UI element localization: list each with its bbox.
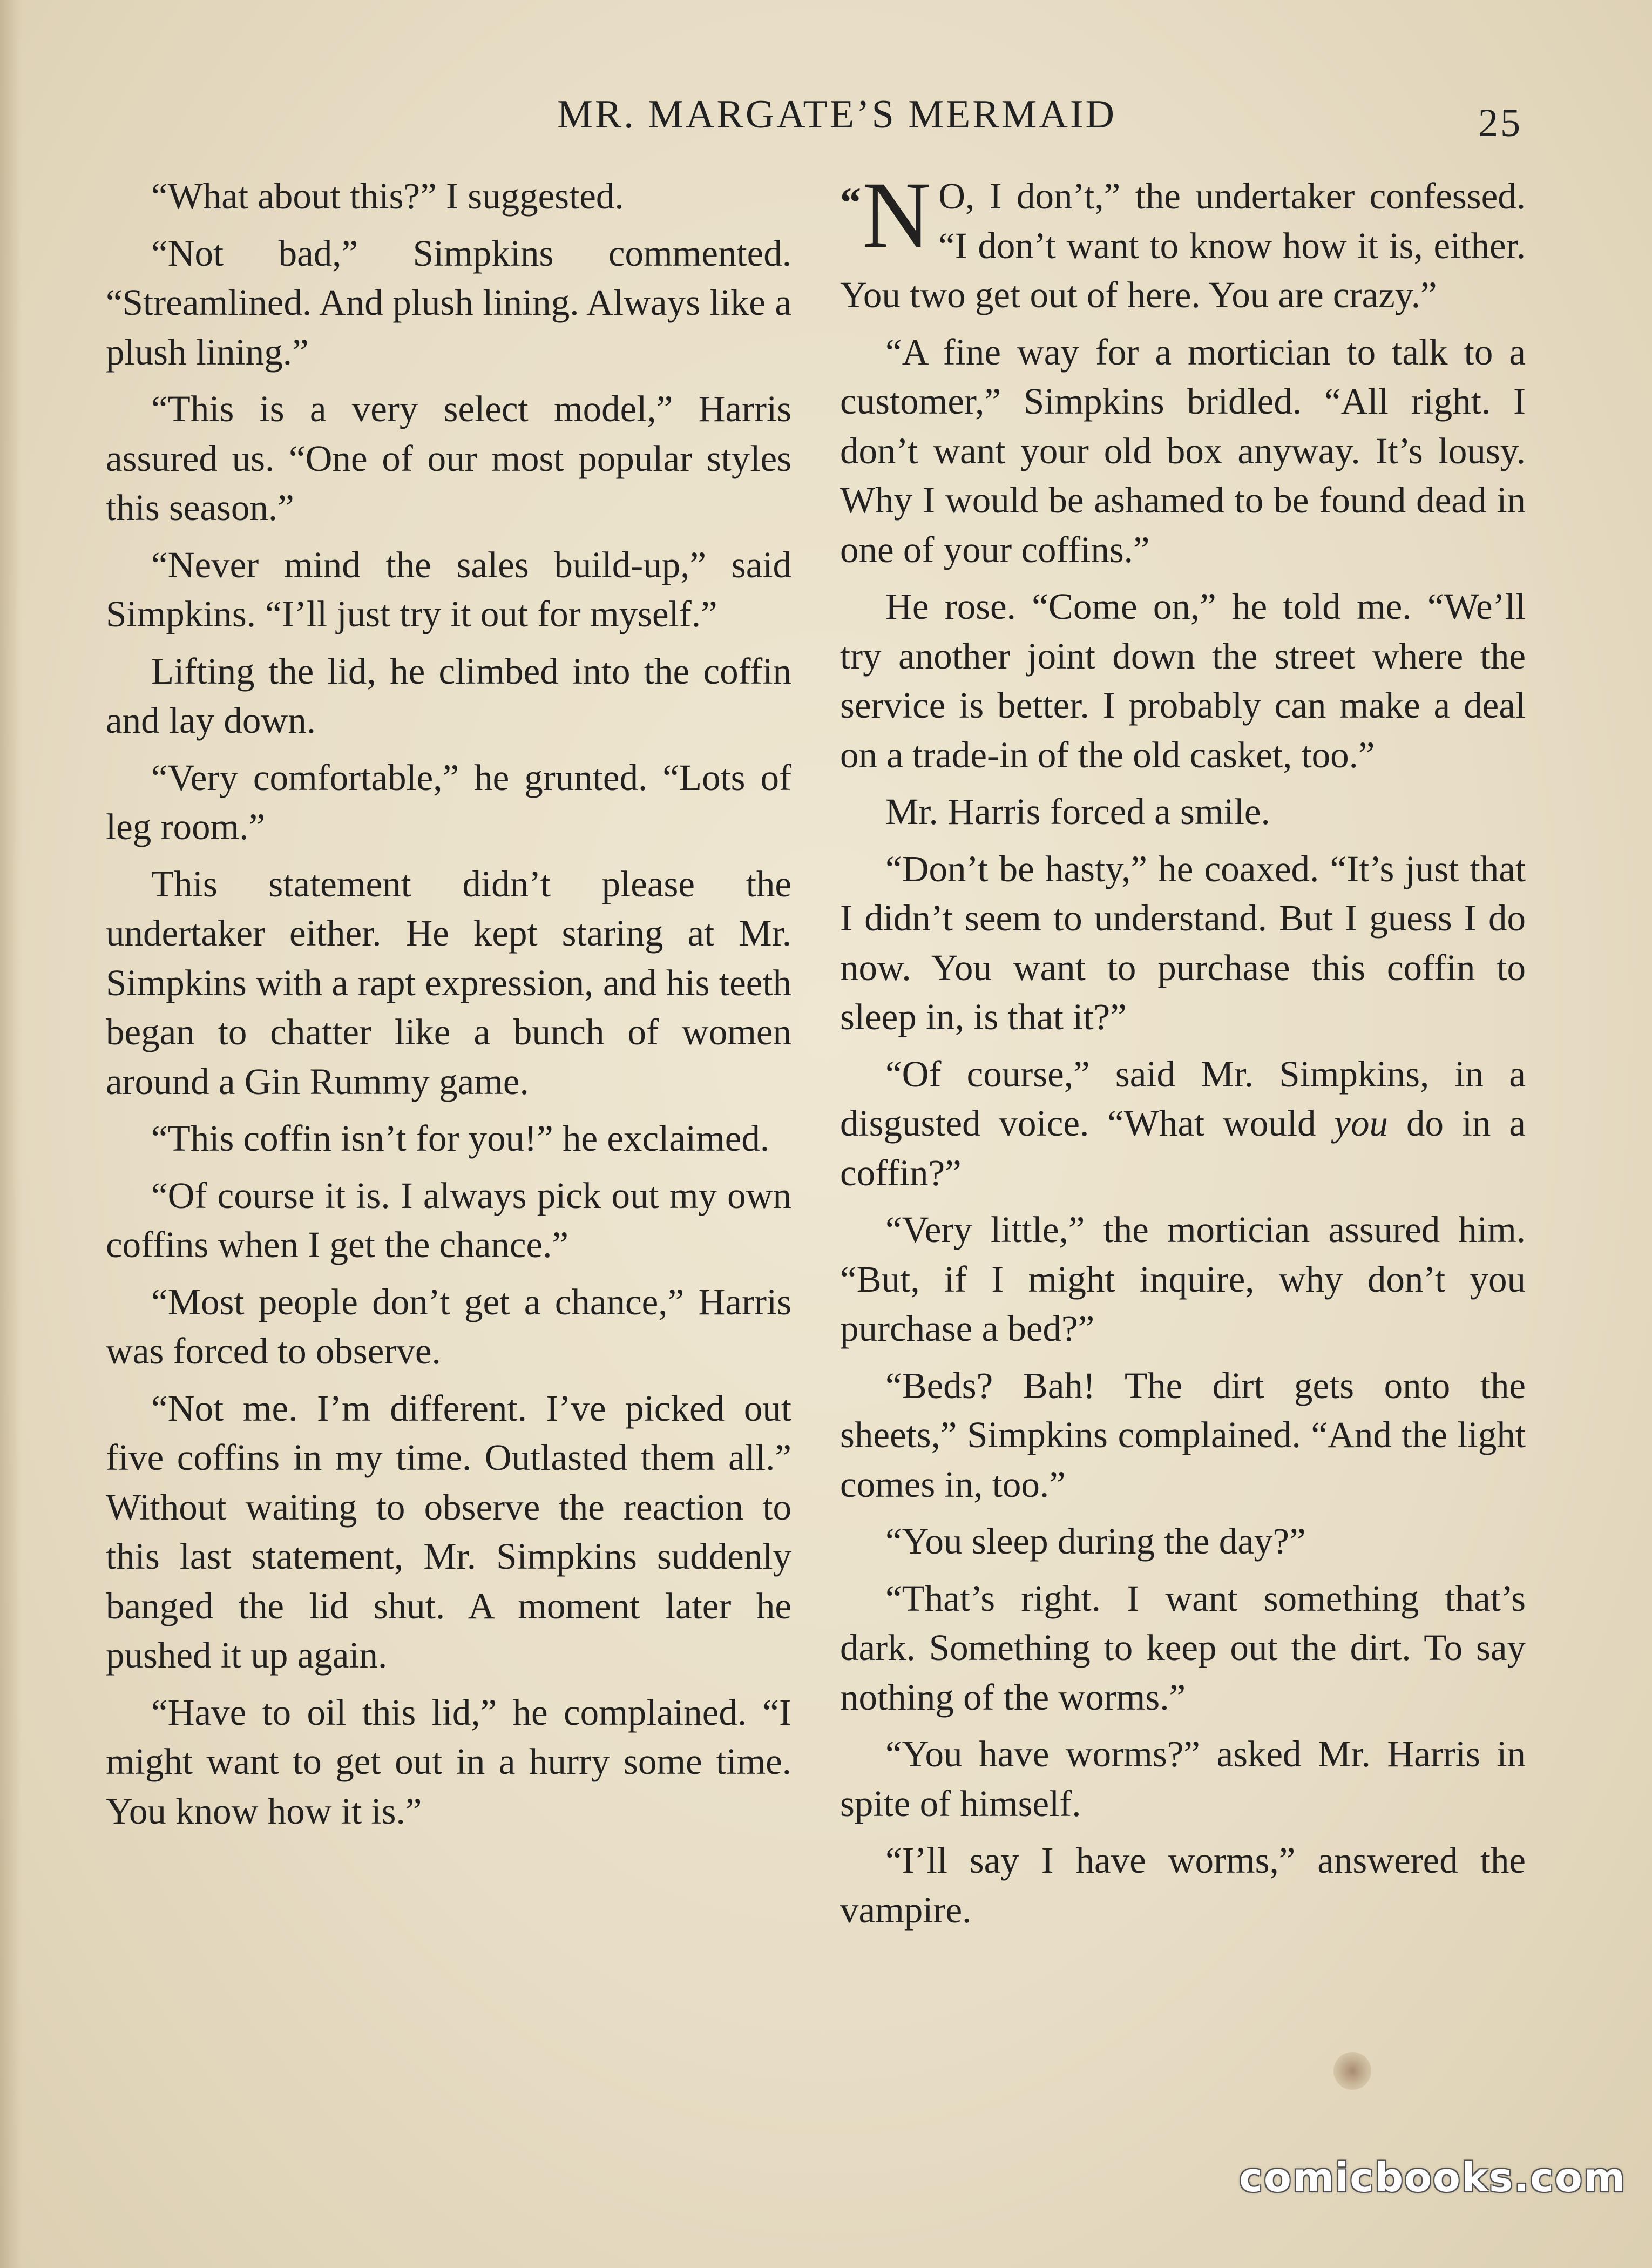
dropcap-letter: N	[862, 163, 931, 268]
paragraph: “What about this?” I suggested.	[151, 176, 624, 217]
paragraph: “This is a very select model,” Harris assured us. “One of our most popular styles this season.”	[106, 388, 791, 528]
paragraph: “This coffin isn’t for you!” he exclaimed.	[151, 1118, 770, 1159]
paragraph: “A fine way for a mortician to talk to a customer,” Simpkins bridled. “All right. I don’t want your old box anyway. It’s lousy. Why I would be ashamed to be found dead in one of your coffins.”	[840, 331, 1526, 570]
paragraph: “Very little,” the mortician assured him. “But, if I might inquire, why don’t you purchase a bed?”	[840, 1209, 1526, 1349]
paragraph-text: “Of course,” said Mr. Simpkins, in a disgusted voice. “What would	[840, 1053, 1526, 1144]
paragraph: “Don’t be hasty,” he coaxed. “It’s just that I didn’t seem to understand. But I guess I do now. You want to purchase this coffin to sleep in, is that it?”	[840, 848, 1526, 1037]
ink-stain	[1333, 2052, 1371, 2090]
paragraph: “Never mind the sales build-up,” said Simpkins. “I’ll just try it out for myself.”	[106, 544, 791, 634]
paragraph: “Beds? Bah! The dirt gets onto the sheets,” Simpkins complained. “And the light comes in, too.”	[840, 1365, 1526, 1505]
paragraph: “You have worms?” asked Mr. Harris in spite of himself.	[840, 1733, 1526, 1824]
paragraph: He rose. “Come on,” he told me. “We’ll try another joint down the street where the service is better. I probably can make a deal on a trade-in of the old casket, too.”	[840, 586, 1526, 775]
paragraph: “Have to oil this lid,” he complained. “I might want to get out in a hurry some time. You know how it is.”	[106, 1691, 791, 1832]
site-watermark: comicbooks.com	[1239, 2155, 1626, 2201]
page-edge-shadow	[0, 0, 22, 2268]
page-number: 25	[1478, 101, 1522, 145]
dropcap-paragraph-text: O, I don’t,” the undertaker confessed. “I don’t want to know how it is, either. You two get out of here. You are crazy.”	[840, 176, 1526, 315]
paragraph: Lifting the lid, he climbed into the coffin and lay down.	[106, 650, 791, 741]
left-column	[106, 172, 791, 1844]
paragraph-text: do in a coffin?”	[840, 1103, 1526, 1193]
paragraph: “Very comfortable,” he grunted. “Lots of leg room.”	[106, 757, 791, 847]
paragraph: “Of course it is. I always pick out my own coffins when I get the chance.”	[106, 1174, 791, 1265]
paragraph: “Not bad,” Simpkins commented. “Streamlined. And plush lining. Always like a plush lining.”	[106, 232, 791, 373]
paragraph: This statement didn’t please the undertaker either. He kept staring at Mr. Simpkins with a rapt expression, and his teeth began to chatter like a bunch of women around a Gin Rummy game.	[106, 863, 791, 1102]
right-column	[840, 163, 1526, 1942]
dropcap-quote: “	[840, 179, 861, 226]
paragraph: “I’ll say I have worms,” answered the vampire.	[840, 1840, 1526, 1931]
paragraph: “That’s right. I want something that’s dark. Something to keep out the dirt. To say nothing of the worms.”	[840, 1577, 1526, 1718]
paragraph	[840, 1050, 1526, 1198]
paragraph: Mr. Harris forced a smile.	[885, 791, 1270, 832]
paragraph: “You sleep during the day?”	[885, 1521, 1306, 1562]
running-title: MR. MARGATE’S MERMAID	[557, 92, 1116, 137]
paragraph: “Not me. I’m different. I’ve picked out five coffins in my time. Outlasted them all.” Without waiting to observe the reaction to this last statement, Mr. Simpkins suddenly banged the lid shut. A moment later he pushed it up again.	[106, 1387, 791, 1676]
dropcap-paragraph	[840, 163, 1526, 320]
paragraph: “Most people don’t get a chance,” Harris was forced to observe.	[106, 1281, 791, 1372]
emphasis-text: you	[1334, 1103, 1389, 1144]
